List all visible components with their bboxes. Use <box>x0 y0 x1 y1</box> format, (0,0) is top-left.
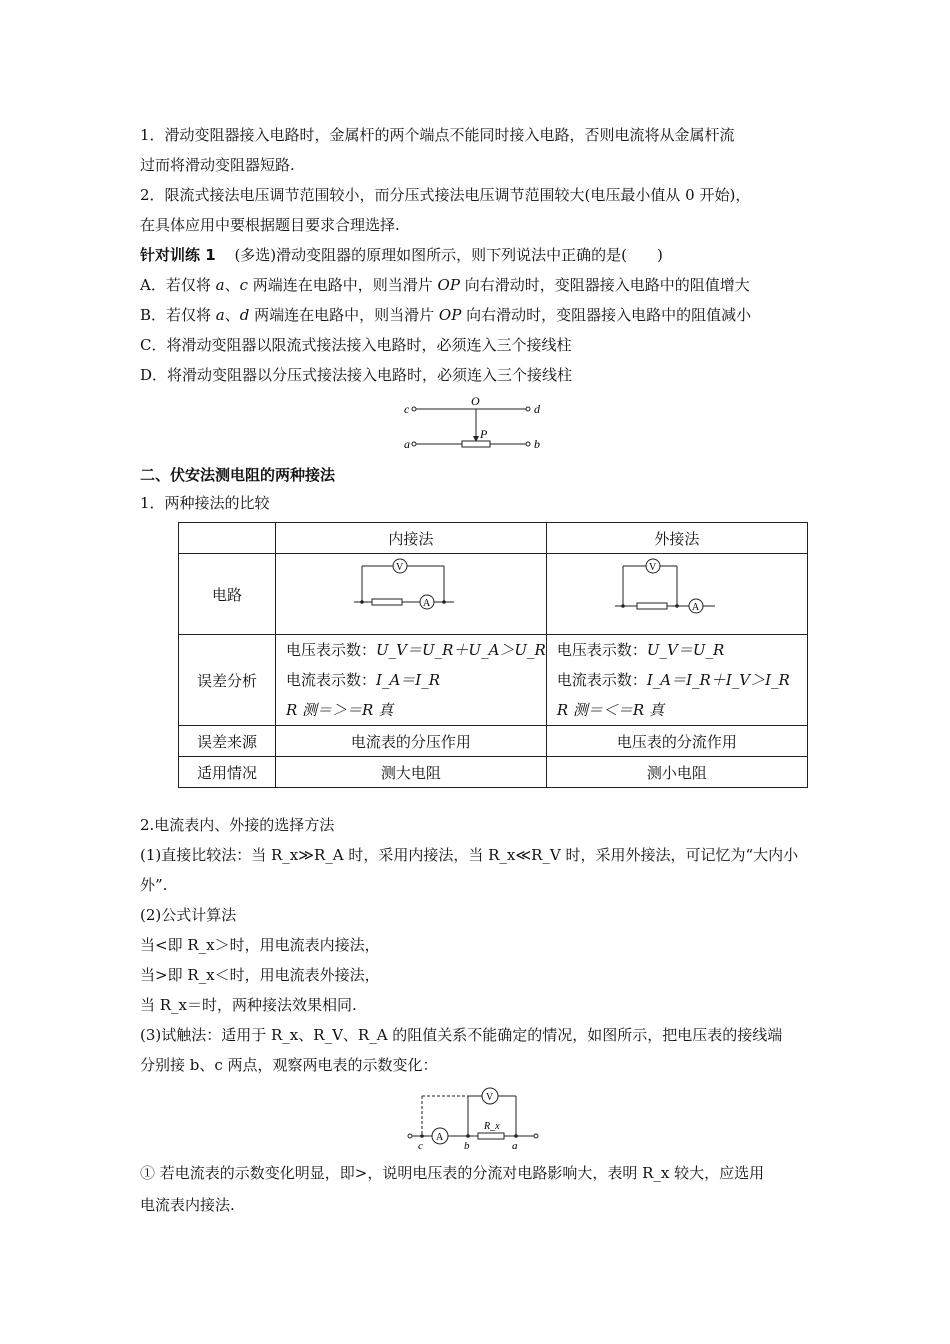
exercise-stem <box>140 244 663 266</box>
inner-circuit-diagram <box>276 554 534 630</box>
inner-current-formula: I_A＝I_R <box>376 671 440 689</box>
option-c: C．将滑动变阻器以限流式接法接入电路时，必须连入三个接线柱 <box>140 336 572 354</box>
ammeter-label: A <box>691 602 700 613</box>
voltmeter-label: V <box>648 562 657 573</box>
row-circuit-label: 电路 <box>179 554 276 635</box>
table-row <box>179 726 808 757</box>
inner-source: 电流表的分压作用 <box>276 726 547 757</box>
section-heading: 二、伏安法测电阻的两种接法 <box>140 466 336 484</box>
outer-circuit-cell <box>546 554 807 635</box>
method-title: 2.电流表内、外接的选择方法 <box>140 816 335 834</box>
inner-voltage-formula: U_V＝U_R＋U_A＞U_R <box>376 641 546 659</box>
note-1-line-2: 过而将滑动变阻器短路. <box>140 156 295 174</box>
method-3-line-2: 分别接 b、c 两点，观察两电表的示数变化： <box>140 1056 438 1074</box>
option-d: D．将滑动变阻器以分压式接法接入电路时，必须连入三个接线柱 <box>140 366 573 384</box>
comparison-table <box>178 522 808 788</box>
outer-source: 电压表的分流作用 <box>546 726 807 757</box>
table-row <box>179 635 808 726</box>
outer-voltage-formula: U_V＝U_R <box>646 641 725 659</box>
row-error-label: 误差分析 <box>179 635 276 726</box>
terminal-c-label: c <box>404 402 410 416</box>
method-1-line-2: 外”. <box>140 876 168 894</box>
inner-resistance-relation: R 测＝＞＝R 真 <box>286 701 394 719</box>
inner-error-cell: 电压表示数：U_V＝U_R＋U_A＞U_R 电流表示数：I_A＝I_R R 测＝＞＝R 真 <box>276 635 547 726</box>
table-row <box>179 554 808 635</box>
slider-p-label: P <box>480 427 488 441</box>
ammeter-label: A <box>423 598 431 609</box>
terminal-d-label: d <box>534 402 540 416</box>
col-inner-header: 内接法 <box>276 523 547 554</box>
voltmeter-label: V <box>486 1092 494 1103</box>
method-2-line-1: 当<即 R_x＞时，用电流表内接法， <box>140 936 380 954</box>
outer-error-cell: 电压表示数：U_V＝U_R 电流表示数：I_A＝I_R＋I_V＞I_R R 测＝＜＝R 真 <box>546 635 807 726</box>
note-1-line-1: 1．滑动变阻器接入电路时，金属杆的两个端点不能同时接入电路，否则电流将从金属杆流 <box>140 126 735 144</box>
conclusion-1-line-1: ① 若电流表的示数变化明显，即>，说明电压表的分流对电路影响大，表明 R_x 较大，应选用 <box>140 1164 765 1182</box>
col-outer-header: 外接法 <box>546 523 807 554</box>
slider-o-label: O <box>471 396 480 408</box>
note-2-line-2: 在具体应用中要根据题目要求合理选择. <box>140 216 400 234</box>
table-row <box>179 523 808 554</box>
point-b-label: b <box>464 1140 470 1150</box>
table-cell <box>179 523 276 554</box>
terminal-b-label: b <box>534 437 540 451</box>
method-2-line-2: 当>即 R_x＜时，用电流表外接法， <box>140 966 380 984</box>
note-2-line-1: 2．限流式接法电压调节范围较小，而分压式接法电压调节范围较大(电压最小值从 0 开始)， <box>140 186 751 204</box>
point-c-label: c <box>418 1140 423 1150</box>
rheostat-figure <box>398 396 548 456</box>
terminal-a-label: a <box>404 437 410 451</box>
method-2-line-3: 当 R_x＝时，两种接法效果相同. <box>140 996 357 1014</box>
point-a-label: a <box>512 1140 518 1150</box>
trial-contact-figure <box>402 1086 552 1150</box>
ammeter-label: A <box>436 1132 444 1143</box>
subsection-1: 1．两种接法的比较 <box>140 494 270 512</box>
inner-apply: 测大电阻 <box>276 757 547 788</box>
outer-circuit-diagram <box>547 554 805 630</box>
method-2-title: (2)公式计算法 <box>140 906 237 924</box>
row-source-label: 误差来源 <box>179 726 276 757</box>
outer-resistance-relation: R 测＝＜＝R 真 <box>556 701 664 719</box>
table-row <box>179 757 808 788</box>
inner-circuit-cell <box>276 554 547 635</box>
outer-apply: 测小电阻 <box>546 757 807 788</box>
method-3-line-1: (3)试触法：适用于 R_x、R_V、R_A 的阻值关系不能确定的情况，如图所示，把电压表的接线端 <box>140 1026 783 1044</box>
exercise-label: 针对训练 1 <box>140 246 216 264</box>
rx-label: R_x <box>484 1121 500 1132</box>
voltmeter-label: V <box>396 562 404 573</box>
option-a: A．若仅将 a、c 两端连在电路中，则当滑片 OP 向右滑动时，变阻器接入电路中的阻值增大 <box>140 276 750 294</box>
method-1-line-1: (1)直接比较法：当 R_x≫R_A 时，采用内接法，当 R_x≪R_V 时，采用外接法，可记忆为“大内小 <box>140 846 799 864</box>
option-b: B．若仅将 a、d 两端连在电路中，则当滑片 OP 向右滑动时，变阻器接入电路中的阻值减小 <box>140 306 752 324</box>
exercise-question: (多选)滑动变阻器的原理如图所示，则下列说法中正确的是( ) <box>234 246 663 264</box>
row-apply-label: 适用情况 <box>179 757 276 788</box>
outer-current-formula: I_A＝I_R＋I_V＞I_R <box>646 671 790 689</box>
conclusion-1-line-2: 电流表内接法. <box>140 1196 235 1214</box>
